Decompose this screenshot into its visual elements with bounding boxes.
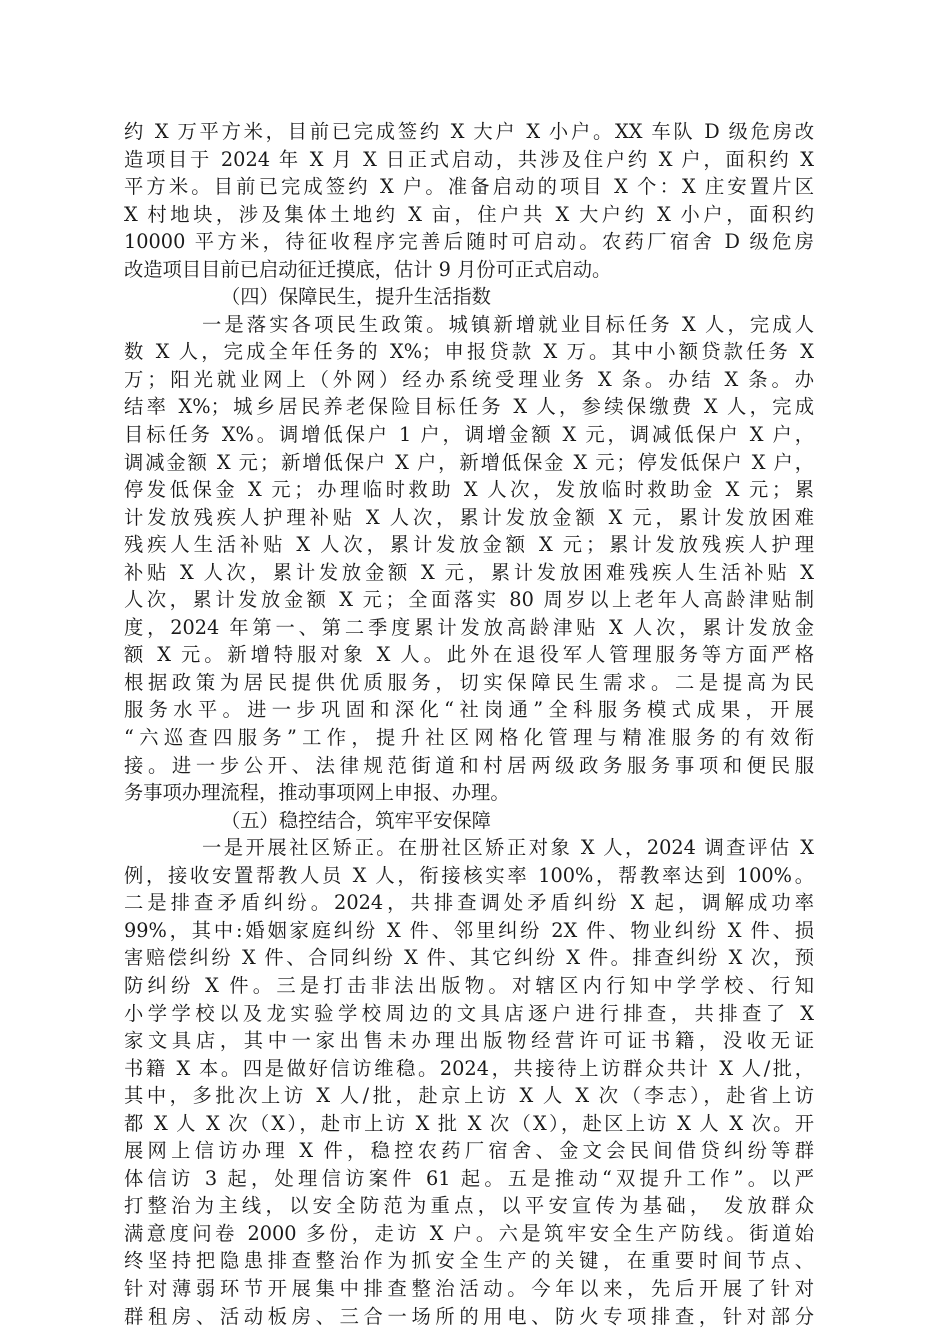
text-line: 停发低保金 X 元；办理临时救助 X 人次，发放临时救助金 X 元；累 — [124, 478, 814, 502]
text-line: 额 X 元。新增特服对象 X 人。此外在退役军人管理服务等方面严格 — [124, 643, 814, 667]
text-line: “六巡查四服务”工作，提升社区网格化管理与精准服务的有效衔 — [124, 726, 814, 750]
text-line: 调减金额 X 元；新增低保户 X 户，新增低保金 X 元；停发低保户 X 户， — [124, 450, 814, 474]
text-line: 小学学校以及龙实验学校周边的文具店逐户进行排查，共排查了 X — [124, 1001, 814, 1025]
text-line: 计发放残疾人护理补贴 X 人次，累计发放金额 X 元，累计发放困难 — [124, 505, 814, 529]
text-line: 群租房、活动板房、三合一场所的用电、防火专项排查，针对部分 — [124, 1304, 814, 1328]
text-line: 害赔偿纠纷 X 件、合同纠纷 X 件、其它纠纷 X 件。排查纠纷 X 次，预 — [124, 946, 814, 970]
text-line: 残疾人生活补贴 X 人次，累计发放金额 X 元；累计发放残疾人护理 — [124, 533, 814, 557]
text-line: 服务水平。进一步巩固和深化“社岗通”全科服务模式成果，开展 — [124, 698, 814, 722]
text-line: 接。进一步公开、法律规范街道和村居两级政务服务事项和便民服 — [124, 753, 814, 777]
text-line: 度，2024 年第一、第二季度累计发放高龄津贴 X 人次，累计发放金 — [124, 615, 814, 639]
text-line: 10000 平方米，待征收程序完善后随时可启动。农药厂宿舍 D 级危房 — [124, 230, 814, 254]
text-line: 一是落实各项民生政策。城镇新增就业目标任务 X 人，完成人 — [202, 312, 814, 336]
text-line: X 村地块，涉及集体土地约 X 亩，住户共 X 大户约 X 小户，面积约 — [124, 202, 814, 226]
text-line: 其中，多批次上访 X 人/批，赴京上访 X 人 X 次（李志），赴省上访 — [124, 1084, 814, 1108]
text-line: 打整治为主线，以安全防范为重点，以平安宣传为基础， 发放群众 — [124, 1194, 814, 1218]
text-line: 体信访 3 起，处理信访案件 61 起。五是推动“双提升工作”。以严 — [124, 1166, 814, 1190]
text-line: 一是开展社区矫正。在册社区矫正对象 X 人，2024 调查评估 X — [202, 836, 814, 860]
text-line: 数 X 人，完成全年任务的 X%；申报贷款 X 万。其中小额贷款任务 X — [124, 340, 814, 364]
text-line: 例，接收安置帮教人员 X 人，衔接核实率 100%，帮教率达到 100%。 — [124, 863, 814, 887]
text-line: 家文具店，其中一家出售未办理出版物经营许可证书籍，没收无证 — [124, 1029, 814, 1053]
text-line: 改造项目目前已启动征迁摸底，估计 9 月份可正式启动。 — [124, 257, 612, 281]
text-line: 目标任务 X%。调增低保户 1 户，调增金额 X 元，调减低保户 X 户， — [124, 423, 814, 447]
text-line: 根据政策为居民提供优质服务，切实保障民生需求。二是提高为民 — [124, 670, 814, 694]
body-text — [124, 118, 814, 1330]
text-line: 结率 X%；城乡居民养老保险目标任务 X 人，参续保缴费 X 人，完成 — [124, 395, 814, 419]
text-line: 终坚持把隐患排查整治作为抓安全生产的关键，在重要时间节点、 — [124, 1249, 814, 1273]
text-line: 万；阳光就业网上（外网）经办系统受理业务 X 条。办结 X 条。办 — [124, 367, 814, 391]
text-line: 务事项办理流程，推动事项网上申报、办理。 — [124, 781, 510, 805]
text-line: 展网上信访办理 X 件，稳控农药厂宿舍、金文会民间借贷纠纷等群 — [124, 1139, 814, 1163]
text-line: 平方米。目前已完成签约 X 户。准备启动的项目 X 个：X 庄安置片区 — [124, 175, 814, 199]
text-line: 99%，其中:婚姻家庭纠纷 X 件、邻里纠纷 2X 件、物业纠纷 X 件、损 — [124, 918, 814, 942]
text-line: 造项目于 2024 年 X 月 X 日正式启动，共涉及住户约 X 户，面积约 X — [124, 147, 814, 171]
section-heading: （四）保障民生，提升生活指数 — [221, 285, 491, 309]
text-line: 人次，累计发放金额 X 元；全面落实 80 周岁以上老年人高龄津贴制 — [124, 588, 814, 612]
text-line: 都 X 人 X 次（X），赴市上访 X 批 X 次（X），赴区上访 X 人 X 次。开 — [124, 1111, 814, 1135]
text-line: 书籍 X 本。四是做好信访维稳。2024，共接待上访群众共计 X 人/批， — [124, 1056, 814, 1080]
text-line: 防纠纷 X 件。三是打击非法出版物。对辖区内行知中学学校、行知 — [124, 973, 814, 997]
section-heading: （五）稳控结合，筑牢平安保障 — [221, 808, 491, 832]
text-line: 针对薄弱环节开展集中排查整治活动。今年以来，先后开展了针对 — [124, 1276, 814, 1300]
text-line: 二是排查矛盾纠纷。2024，共排查调处矛盾纠纷 X 起，调解成功率 — [124, 891, 814, 915]
text-line: 满意度问卷 2000 多份，走访 X 户。六是筑牢安全生产防线。街道始 — [124, 1221, 814, 1245]
text-line: 约 X 万平方米，目前已完成签约 X 大户 X 小户。XX 车队 D 级危房改 — [124, 120, 814, 143]
text-line: 补贴 X 人次，累计发放金额 X 元，累计发放困难残疾人生活补贴 X — [124, 560, 814, 584]
